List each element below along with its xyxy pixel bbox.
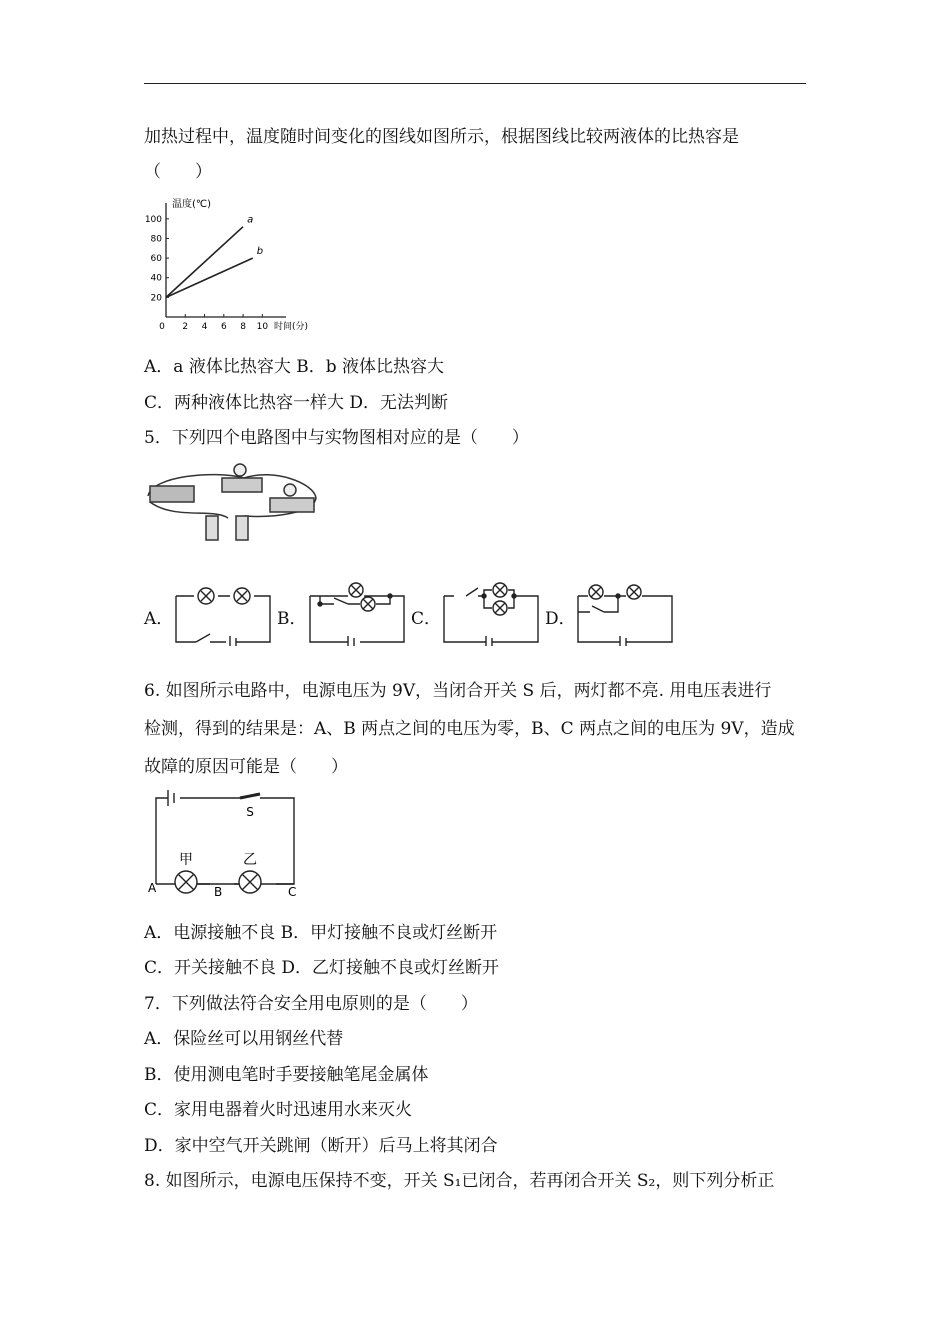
q6-point-a: A (148, 881, 157, 895)
q6-label-yi: 乙 (243, 852, 257, 868)
q8-stem: 8. 如图所示，电源电压保持不变，开关 S₁已闭合，若再闭合开关 S₂，则下列分析正 (144, 1171, 775, 1191)
q5-circuit-a (170, 582, 274, 646)
q6-stem-line2: 检测，得到的结果是：A、B 两点之间的电压为零，B、C 两点之间的电压为 9V，造成 (144, 719, 795, 739)
series-line-a (166, 227, 243, 298)
y-tick-label: 80 (150, 234, 162, 245)
series-label-b: b (256, 246, 264, 258)
q6-point-c: C (288, 885, 297, 898)
q4-options-line2: C．两种液体比热容一样大 D．无法判断 (144, 393, 449, 413)
q7-option-a: A．保险丝可以用钢丝代替 (144, 1029, 344, 1049)
x-tick-label: 4 (201, 322, 208, 332)
q7-option-d: D．家中空气开关跳闸（断开）后马上将其闭合 (144, 1136, 498, 1156)
y-tick-label: 60 (150, 254, 162, 265)
q6-circuit-diagram (144, 786, 300, 898)
y-tick-label: 40 (150, 273, 162, 284)
q5-circuit-c (438, 582, 542, 646)
q6-label-jia: 甲 (179, 852, 193, 868)
series-line-b (166, 258, 253, 297)
q5-stem: 5．下列四个电路图中与实物图相对应的是（ ） (144, 428, 529, 448)
q5-label-a: A． (144, 609, 174, 629)
q6-options-line1: A．电源接触不良 B．甲灯接触不良或灯丝断开 (144, 923, 498, 943)
q6-stem-line3: 故障的原因可能是（ ） (144, 757, 348, 777)
q7-stem: 7．下列做法符合安全用电原则的是（ ） (144, 994, 478, 1014)
q5-physical-circuit-photo (144, 458, 324, 544)
q6-stem-line1: 6. 如图所示电路中，电源电压为 9V，当闭合开关 S 后，两灯都不亮. 用电压表进行 (144, 681, 772, 701)
y-axis-label: 温度(℃) (172, 199, 212, 210)
x-tick-label: 2 (182, 322, 189, 332)
q7-option-b: B．使用测电笔时手要接触笔尾金属体 (144, 1065, 429, 1085)
q6-options-line2: C．开关接触不良 D．乙灯接触不良或灯丝断开 (144, 958, 500, 978)
x-tick-label: 0 (159, 322, 165, 332)
q4-temperature-chart (144, 195, 330, 335)
x-tick-label: 8 (240, 322, 246, 332)
q6-point-b: B (214, 885, 223, 898)
q5-label-b: B． (277, 609, 307, 629)
q4-stem-line1: 加热过程中，温度随时间变化的图线如图所示，根据图线比较两液体的比热容是 (144, 127, 739, 147)
q5-label-d: D． (545, 609, 576, 629)
x-tick-label: 6 (220, 322, 227, 332)
q6-label-s: S (246, 805, 254, 819)
q4-options-line1: A．a 液体比热容大 B．b 液体比热容大 (144, 357, 444, 377)
x-tick-label: 10 (256, 322, 269, 332)
chart-marks (166, 215, 263, 298)
series-label-a: a (247, 214, 254, 226)
q4-stem-line2: （ ） (144, 162, 212, 182)
q7-option-c: C．家用电器着火时迅速用水来灭火 (144, 1100, 413, 1120)
chart-axes (145, 197, 308, 332)
x-axis-label: 时间(分) (274, 322, 309, 332)
q5-label-c: C． (411, 609, 442, 629)
y-tick-label: 20 (150, 293, 162, 304)
q5-circuit-b (304, 582, 408, 646)
q5-circuit-d (572, 582, 676, 646)
header-rule (144, 83, 806, 84)
y-tick-label: 100 (144, 214, 162, 225)
